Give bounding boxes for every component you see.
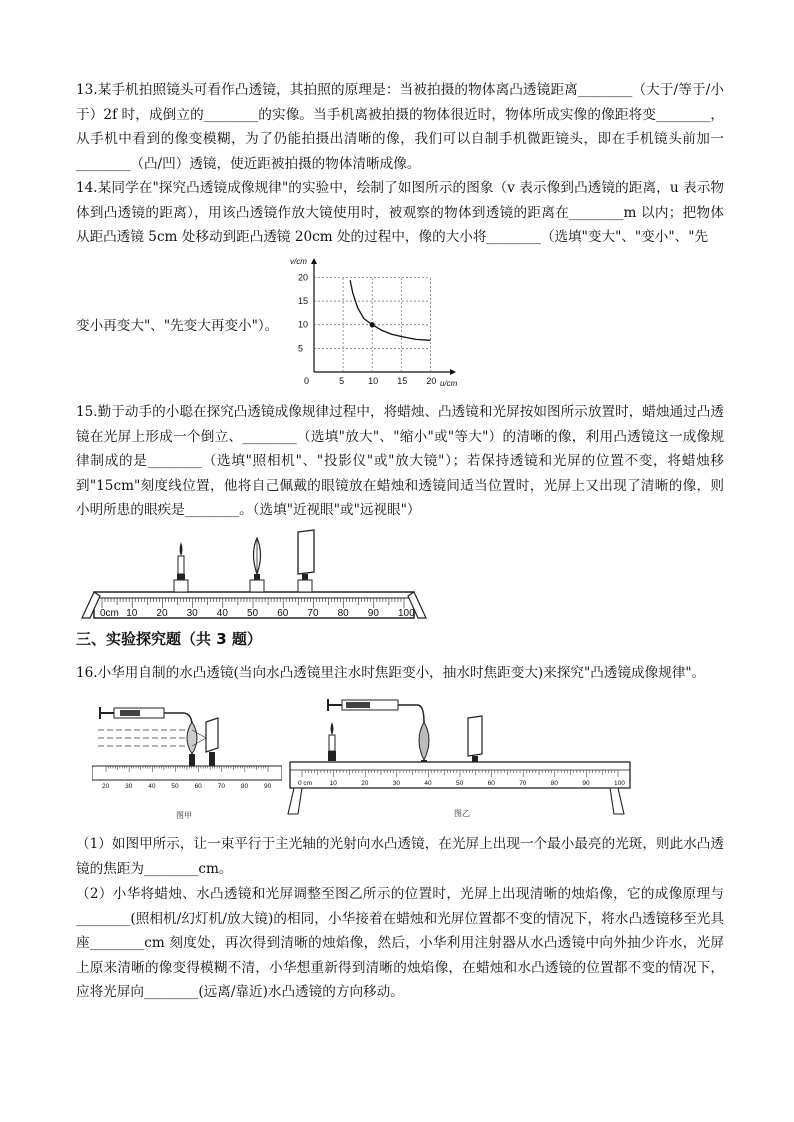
question-16-part-2 (76, 882, 724, 1005)
candle (174, 542, 188, 592)
scale-label: 30 (186, 608, 198, 619)
question-16-intro (76, 661, 724, 686)
question-16-part-1-text: （1）如图甲所示，让一束平行于主光轴的光射向水凸透镜，在光屏上出现一个最小最亮的光斑，则此水凸透镜的焦距为________cm。 (76, 836, 724, 877)
graph-axes (311, 258, 456, 375)
scale-label: 50 (456, 780, 464, 787)
water-lens-icon (187, 722, 197, 754)
syringe-icon (328, 699, 424, 722)
scale-label: 40 (216, 608, 228, 619)
scale-label: 90 (582, 780, 590, 787)
scale-label: 60 (277, 608, 289, 619)
scale-label: 0cm (100, 608, 119, 619)
y-tick-label: 20 (298, 272, 309, 283)
graph-labels (290, 257, 458, 388)
scale-label: 40 (424, 780, 432, 787)
v-u-graph (284, 254, 460, 392)
question-15-text: 15.勤于动手的小聪在探究凸透镜成像规律过程中，将蜡烛、凸透镜和光屏按如图所示放置时，蜡烛通过凸透镜在光屏上形成一个倒立、________（选填"放大"、"缩小"或"等大"）的清晰的像，利用凸透镜这一成像规律制成的是________（选填"照相机"、"投影仪"或"放大镜"）；若保持透镜和光屏的位置不变，将蜡烛移到"15cm"刻度线位置，他将自己佩戴的眼镜放在蜡烛和透镜间适当位置时，光屏上又出现了清晰的像，则小明所患的眼疾是________。（选填"近视眼"或"远视眼"） (76, 404, 724, 519)
y-tick-label: 15 (298, 296, 309, 307)
screen-icon (206, 718, 218, 752)
scale-label: 90 (264, 783, 272, 790)
question-14-tail-text: 变小再变大"、"先变大再变小"）。 (76, 318, 279, 334)
scale-label: 50 (247, 608, 259, 619)
scale-label: 0 cm (298, 780, 313, 787)
convex-lens (250, 538, 264, 592)
y-axis-arrow-icon (311, 258, 317, 264)
figure-yi (282, 692, 636, 826)
candle-flame-icon (331, 722, 334, 735)
y-tick-label: 5 (298, 343, 304, 354)
y-tick-label: 10 (298, 319, 309, 330)
question-15 (76, 400, 724, 523)
scale-label: 60 (487, 780, 495, 787)
scale-label: 40 (148, 783, 156, 790)
scale-label: 70 (217, 783, 225, 790)
question-14-tail (76, 314, 296, 339)
scale-label: 50 (171, 783, 179, 790)
scale-label: 10 (329, 780, 337, 787)
scale-label: 100 (398, 608, 415, 619)
v-u-curve (350, 280, 430, 340)
question-13 (76, 78, 724, 176)
graph-curve (350, 280, 430, 340)
figure-jia (92, 692, 282, 826)
question-16-part-1 (76, 832, 724, 881)
optical-bench-figure (78, 526, 438, 626)
y-axis-label: v/cm (290, 257, 307, 266)
screen-icon (468, 716, 482, 756)
x-tick-label: 10 (368, 376, 379, 386)
scale-label: 20 (156, 608, 168, 619)
x-axis-label: u/cm (440, 379, 458, 388)
question-16-part-2-text: （2）小华将蜡烛、水凸透镜和光屏调整至图乙所示的位置时，光屏上出现清晰的烛焰像，它的成像原理与________(照相机/幻灯机/放大镜)的相同，小华接着在蜡烛和光屏位置都不变的情况下，将水凸透镜移至光具座________cm 刻度处，再次得到清晰的烛焰像，然后，小华利用注射器从水凸透镜中向外抽少许水，光屏上原来清晰的像变得模糊不清，小华想重新得到清晰的烛焰像，在蜡烛和水凸透镜的位置都不变的情况下，应将光屏向________(远离/靠近)水凸透镜的方向移动。 (76, 886, 724, 1001)
x-axis-arrow-icon (450, 369, 456, 375)
question-16-intro-text: 16.小华用自制的水凸透镜(当向水凸透镜里注水时焦距变小，抽水时焦距变大)来探究"凸透镜成像规律"。 (76, 665, 706, 681)
syringe-icon (100, 707, 192, 726)
water-lens-icon (419, 722, 429, 760)
scale-label: 70 (307, 608, 319, 619)
scale-label: 100 (614, 780, 625, 787)
x-tick-label: 20 (426, 376, 437, 386)
x-tick-label: 5 (339, 376, 345, 386)
x-tick-label: 15 (397, 376, 408, 386)
scale-label: 80 (550, 780, 559, 787)
question-14-text: 14.某同学在"探究凸透镜成像规律"的实验中，绘制了如图所示的图象（v 表示像到凸透镜的距离，u 表示物体到凸透镜的距离），用该凸透镜作放大镜使用时，被观察的物体到透镜的距离在________m 以内；把物体从距凸透镜 5cm 处移动到距凸透镜 20cm 处的过程中，像的大小将________（选填"变大"、"变小"、"先 (76, 180, 724, 246)
scale-label: 30 (392, 780, 401, 787)
screen-icon (298, 530, 314, 574)
question-14 (76, 176, 724, 250)
candle (328, 722, 336, 761)
parallel-light-rays (98, 730, 186, 746)
scale-label: 20 (361, 780, 369, 787)
origin-label: 0 (304, 376, 310, 386)
figure-jia-caption: 图甲 (176, 811, 192, 820)
light-screen (298, 530, 314, 592)
question-13-text: 13.某手机拍照镜头可看作凸透镜，其拍照的原理是：当被拍摄的物体离凸透镜距离________（大于/等于/小于）2f 时，成倒立的________的实像。当手机离被拍摄的物体很近时，物体所成实像的像距将变________，从手机中看到的像变模糊，为了仍能拍摄出清晰的像，我们可以自制手机微距镜头，即在手机镜头前加一________（凸/凹）透镜，使近距被拍摄的物体清晰成像。 (76, 82, 724, 172)
scale-label: 10 (126, 608, 138, 619)
figure-yi-caption: 图乙 (454, 809, 470, 818)
scale-label: 80 (337, 608, 349, 619)
highlight-point (370, 322, 375, 327)
section-heading: 三、实验探究题（共 3 题） (76, 630, 262, 648)
scale-label: 30 (125, 783, 133, 790)
scale-label: 80 (240, 783, 249, 790)
scale-label: 20 (102, 783, 110, 790)
scale-label: 60 (194, 783, 202, 790)
scale-label: 70 (519, 780, 527, 787)
scale-label: 90 (367, 608, 379, 619)
candle-flame-icon (180, 542, 183, 556)
